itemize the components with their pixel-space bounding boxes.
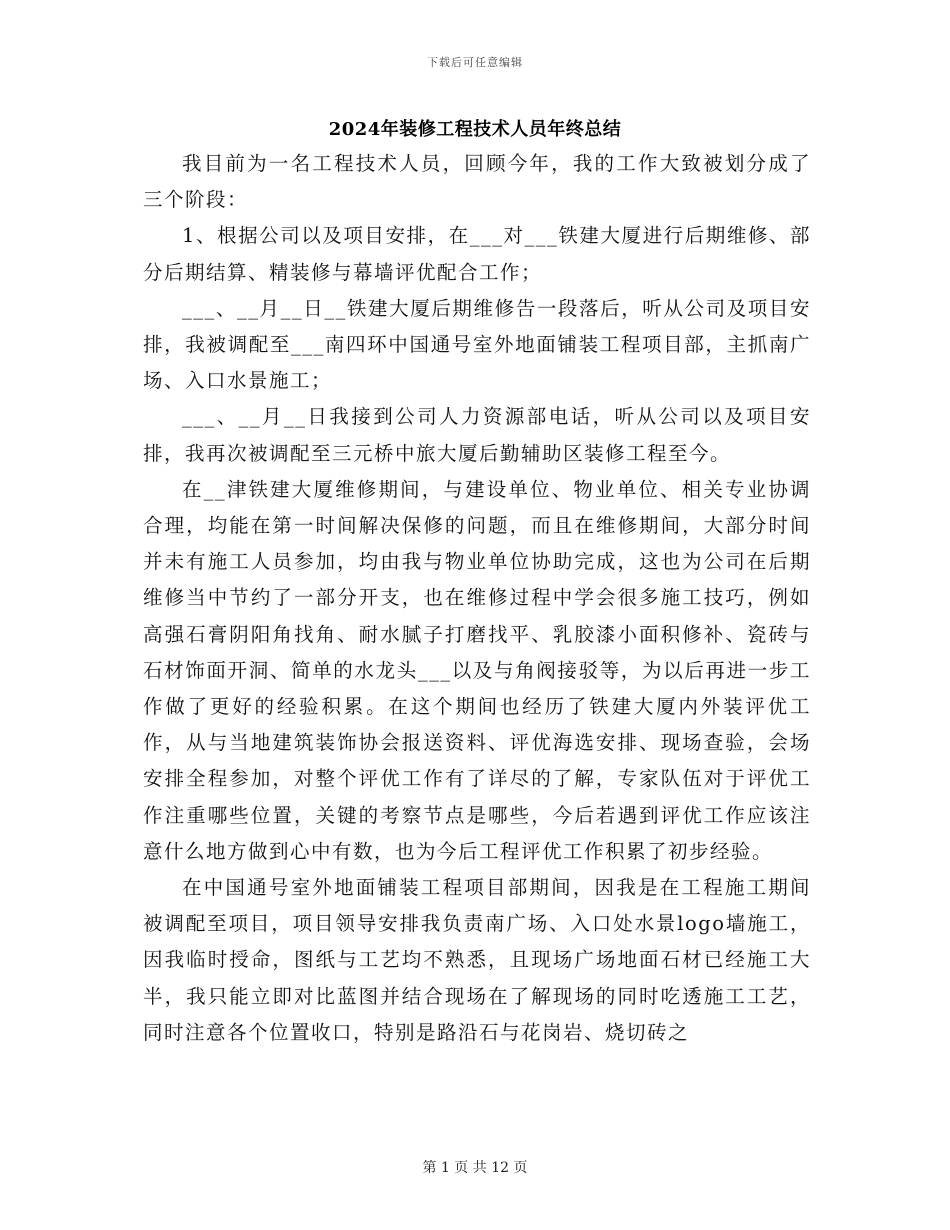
paragraph: ___、__月__日__铁建大厦后期维修告一段落后，听从公司及项目安排，我被调配至___南四环中国通号室外地面铺装工程项目部，主抓南广场、入口水景施工； xyxy=(143,296,811,393)
paragraph: 在__津铁建大厦维修期间，与建设单位、物业单位、相关专业协调合理，均能在第一时间解决保修的问题，而且在维修期间，大部分时间并未有施工人员参加，均由我与物业单位协助完成，这也为公司在后期维修当中节约了一部分开支，也在维修过程中学会很多施工技巧，例如高强石膏阴阳角找角、耐水腻子打磨找平、乳胶漆小面积修补、瓷砖与石材饰面开洞、简单的水龙头___以及与角阀接驳等，为以后再进一步工作做了更好的经验积累。在这个期间也经历了铁建大厦内外装评优工作，从与当地建筑装饰协会报送资料、评优海选安排、现场查验，会场安排全程参加，对整个评优工作有了详尽的了解，专家队伍对于评优工作注重哪些位置，关键的考察节点是哪些，今后若遇到评优工作应该注意什么地方做到心中有数，也为今后工程评优工作积累了初步经验。 xyxy=(143,477,811,863)
document-title: 2024年装修工程技术人员年终总结 xyxy=(328,119,622,140)
header-note: 下载后可任意编辑 xyxy=(427,56,523,69)
paragraph: 我目前为一名工程技术人员，回顾今年，我的工作大致被划分成了三个阶段： xyxy=(143,152,811,212)
paragraph: 1、根据公司以及项目安排，在___对___铁建大厦进行后期维修、部分后期结算、精装修与幕墙评优配合工作； xyxy=(143,224,811,284)
paragraph: 在中国通号室外地面铺装工程项目部期间，因我是在工程施工期间被调配至项目，项目领导安排我负责南广场、入口处水景logo墙施工，因我临时授命，图纸与工艺均不熟悉，且现场广场地面石材已经施工大半，我只能立即对比蓝图并结合现场在了解现场的同时吃透施工工艺，同时注意各个位置收口，特别是路沿石与花岗岩、烧切砖之 xyxy=(143,876,811,1044)
paragraph: ___、__月__日我接到公司人力资源部电话，听从公司以及项目安排，我再次被调配至三元桥中旅大厦后勤辅助区装修工程至今。 xyxy=(143,405,811,465)
document-body xyxy=(143,146,811,1051)
page-number: 第 1 页 共 12 页 xyxy=(422,1160,528,1176)
